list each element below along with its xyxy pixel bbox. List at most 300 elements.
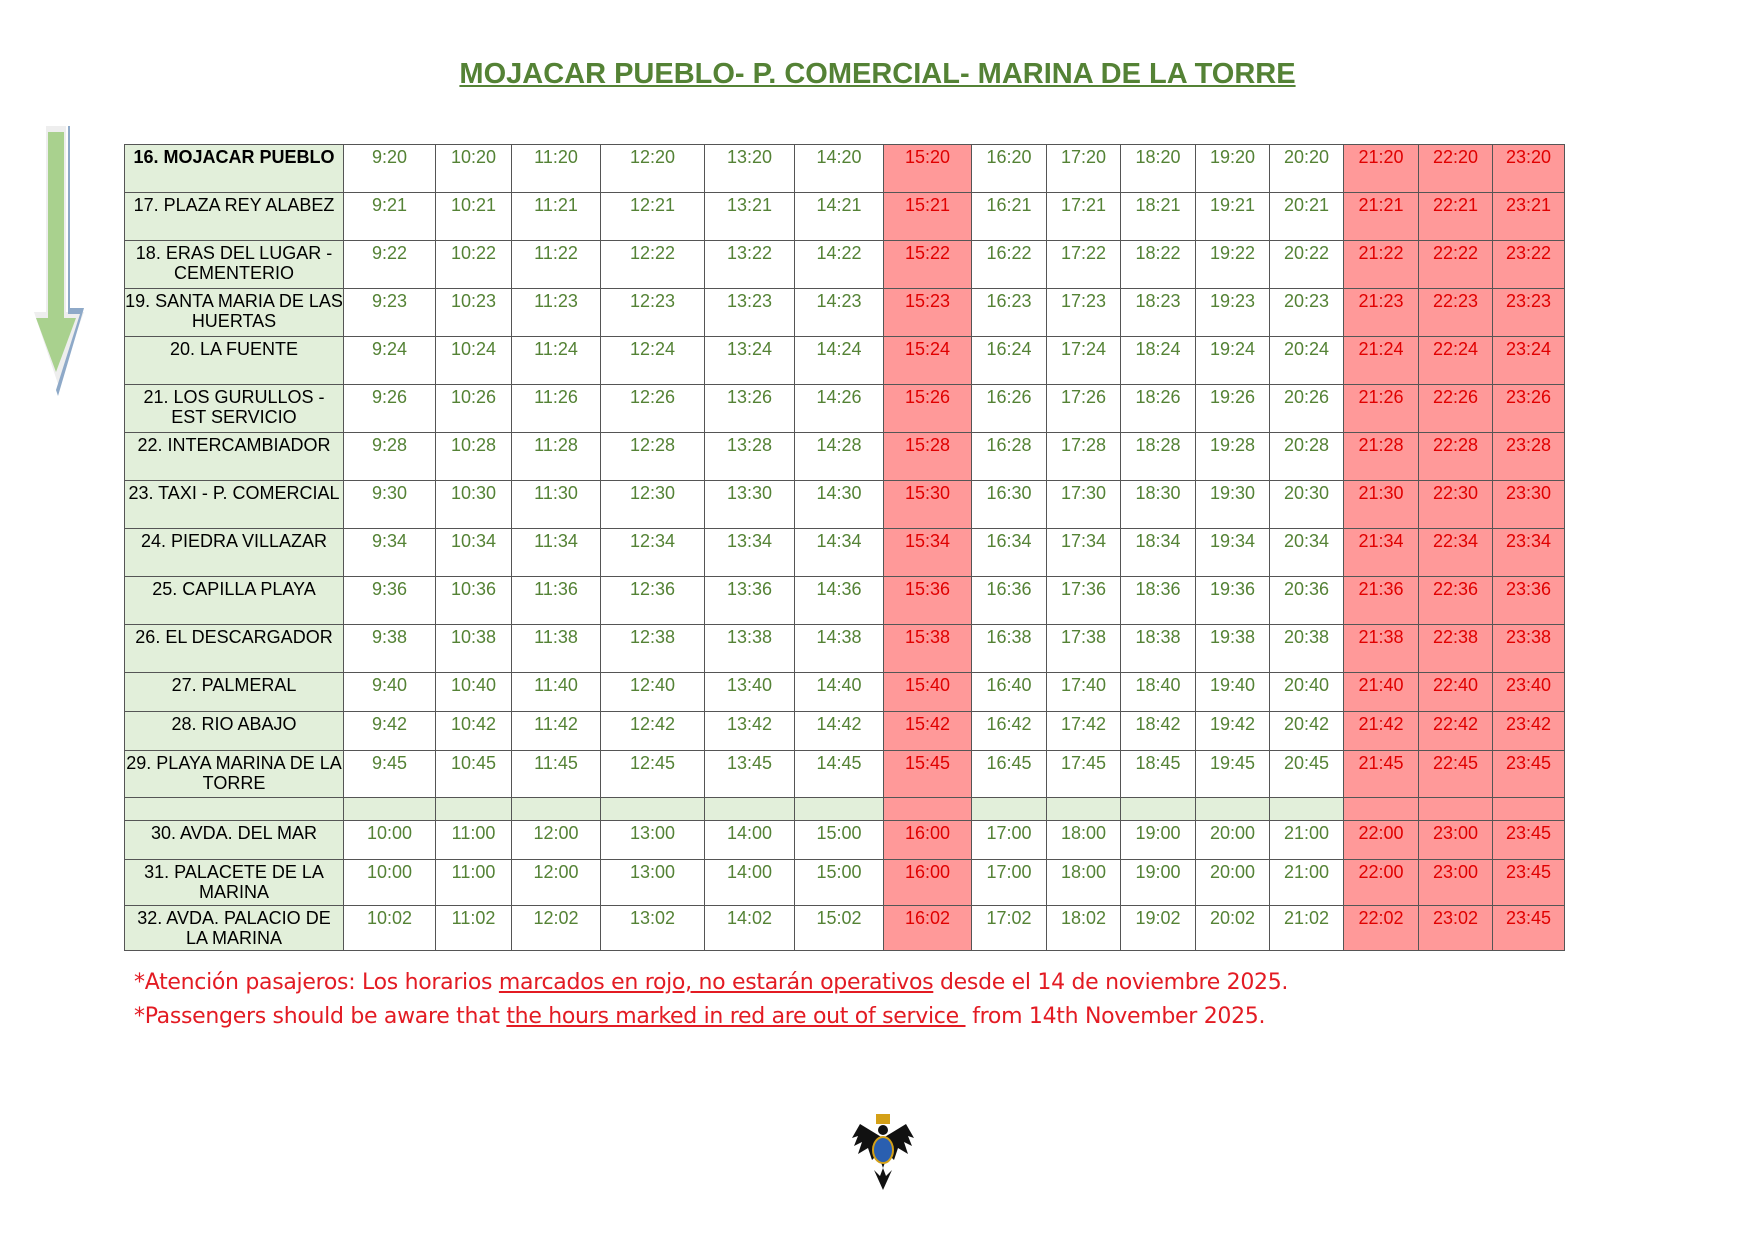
time-cell-out-of-service: 15:21 [884,193,972,241]
stop-name: 25. CAPILLA PLAYA [125,577,344,625]
table-row [125,625,1565,673]
time-cell: 18:23 [1121,289,1196,337]
time-cell-out-of-service: 21:20 [1344,145,1419,193]
time-cell: 11:28 [512,433,601,481]
time-cell: 20:02 [1196,906,1270,951]
time-cell: 19:42 [1196,712,1270,751]
time-cell-out-of-service: 16:02 [884,906,972,951]
time-cell-out-of-service: 22:30 [1419,481,1493,529]
stop-name: 20. LA FUENTE [125,337,344,385]
time-cell: 12:23 [601,289,705,337]
table-row [125,906,1565,951]
time-cell: 11:24 [512,337,601,385]
time-cell: 20:40 [1270,673,1344,712]
time-cell-out-of-service: 15:30 [884,481,972,529]
time-cell-out-of-service: 21:38 [1344,625,1419,673]
time-cell: 18:21 [1121,193,1196,241]
time-cell: 13:28 [705,433,795,481]
time-cell: 12:38 [601,625,705,673]
time-cell: 11:42 [512,712,601,751]
time-cell-out-of-service: 23:23 [1493,289,1565,337]
time-cell: 14:40 [795,673,884,712]
time-cell: 15:00 [795,821,884,860]
note-es-text-end: desde el 14 de noviembre 2025. [933,970,1289,995]
time-cell-out-of-service: 23:24 [1493,337,1565,385]
time-cell: 16:42 [972,712,1047,751]
time-cell-out-of-service: 15:24 [884,337,972,385]
time-cell: 11:36 [512,577,601,625]
time-cell: 14:00 [705,860,795,906]
time-cell: 14:38 [795,625,884,673]
table-row [125,337,1565,385]
table-row [125,821,1565,860]
time-cell-out-of-service: 22:26 [1419,385,1493,433]
stop-name: 18. ERAS DEL LUGAR - CEMENTERIO [125,241,344,289]
time-cell: 18:42 [1121,712,1196,751]
time-cell: 14:26 [795,385,884,433]
time-cell: 18:26 [1121,385,1196,433]
time-cell-out-of-service: 23:00 [1419,860,1493,906]
time-cell: 18:00 [1047,821,1121,860]
time-cell-out-of-service: 22:40 [1419,673,1493,712]
time-cell: 10:38 [436,625,512,673]
time-cell: 16:22 [972,241,1047,289]
time-cell: 10:45 [436,751,512,798]
time-cell: 10:02 [344,906,436,951]
time-cell [1270,798,1344,821]
time-cell: 10:00 [344,821,436,860]
spacer-row [125,798,1565,821]
time-cell: 17:02 [972,906,1047,951]
time-cell: 20:00 [1196,860,1270,906]
time-cell: 13:23 [705,289,795,337]
stop-name: 21. LOS GURULLOS - EST SERVICIO [125,385,344,433]
time-cell: 13:20 [705,145,795,193]
time-cell-out-of-service: 22:00 [1344,821,1419,860]
time-cell-out-of-service: 23:40 [1493,673,1565,712]
time-cell-out-of-service: 22:23 [1419,289,1493,337]
time-cell: 20:34 [1270,529,1344,577]
time-cell: 16:20 [972,145,1047,193]
time-cell [344,798,436,821]
time-cell: 19:38 [1196,625,1270,673]
time-cell: 14:28 [795,433,884,481]
time-cell-out-of-service: 22:20 [1419,145,1493,193]
time-cell: 11:22 [512,241,601,289]
note-es-text: *Atención pasajeros: Los horarios [134,970,499,995]
time-cell-out-of-service: 15:45 [884,751,972,798]
time-cell: 15:02 [795,906,884,951]
time-cell: 12:00 [512,821,601,860]
note-es-underlined: marcados en rojo, no estarán operativos [498,970,934,995]
time-cell: 13:45 [705,751,795,798]
time-cell-out-of-service: 15:34 [884,529,972,577]
time-cell-out-of-service: 23:45 [1493,860,1565,906]
time-cell: 18:40 [1121,673,1196,712]
time-cell-out-of-service: 23:22 [1493,241,1565,289]
time-cell-out-of-service: 16:00 [884,821,972,860]
time-cell: 18:34 [1121,529,1196,577]
time-cell: 14:23 [795,289,884,337]
time-cell: 13:26 [705,385,795,433]
time-cell-out-of-service: 23:21 [1493,193,1565,241]
time-cell-out-of-service: 23:26 [1493,385,1565,433]
time-cell-out-of-service [884,798,972,821]
time-cell: 16:34 [972,529,1047,577]
time-cell-out-of-service: 21:30 [1344,481,1419,529]
time-cell: 11:45 [512,751,601,798]
time-cell: 11:20 [512,145,601,193]
time-cell: 12:36 [601,577,705,625]
time-cell: 20:24 [1270,337,1344,385]
time-cell: 9:40 [344,673,436,712]
time-cell: 18:20 [1121,145,1196,193]
down-arrow-icon [34,122,90,398]
time-cell: 19:24 [1196,337,1270,385]
stop-name [125,798,344,821]
time-cell: 17:28 [1047,433,1121,481]
time-cell: 18:00 [1047,860,1121,906]
time-cell: 16:30 [972,481,1047,529]
note-english [134,1004,1265,1029]
time-cell-out-of-service: 23:38 [1493,625,1565,673]
time-cell: 18:30 [1121,481,1196,529]
time-cell: 19:02 [1121,906,1196,951]
stop-name: 16. MOJACAR PUEBLO [125,145,344,193]
time-cell-out-of-service: 15:22 [884,241,972,289]
time-cell: 10:20 [436,145,512,193]
time-cell: 17:00 [972,821,1047,860]
time-cell: 16:40 [972,673,1047,712]
time-cell: 17:24 [1047,337,1121,385]
title-text: MOJACAR PUEBLO- P. COMERCIAL- MARINA DE LA TORRE [459,58,1296,90]
time-cell-out-of-service: 15:28 [884,433,972,481]
time-cell: 21:02 [1270,906,1344,951]
stop-name: 27. PALMERAL [125,673,344,712]
time-cell-out-of-service: 21:36 [1344,577,1419,625]
time-cell: 20:36 [1270,577,1344,625]
time-cell: 16:23 [972,289,1047,337]
time-cell [972,798,1047,821]
time-cell: 12:28 [601,433,705,481]
time-cell-out-of-service: 15:42 [884,712,972,751]
stop-name: 26. EL DESCARGADOR [125,625,344,673]
time-cell-out-of-service: 21:45 [1344,751,1419,798]
time-cell: 10:36 [436,577,512,625]
time-cell: 10:30 [436,481,512,529]
stop-name: 23. TAXI - P. COMERCIAL [125,481,344,529]
time-cell: 16:28 [972,433,1047,481]
coat-of-arms-logo [850,1110,916,1192]
time-cell: 20:26 [1270,385,1344,433]
time-cell: 10:23 [436,289,512,337]
time-cell: 17:00 [972,860,1047,906]
time-cell: 17:36 [1047,577,1121,625]
time-cell: 14:00 [705,821,795,860]
table-row [125,241,1565,289]
time-cell-out-of-service: 21:23 [1344,289,1419,337]
note-en-text-end: from 14th November 2025. [965,1004,1266,1029]
time-cell: 10:22 [436,241,512,289]
time-cell: 9:26 [344,385,436,433]
time-cell-out-of-service: 15:20 [884,145,972,193]
time-cell-out-of-service: 22:42 [1419,712,1493,751]
time-cell [705,798,795,821]
time-cell: 18:28 [1121,433,1196,481]
time-cell-out-of-service: 23:45 [1493,906,1565,951]
time-cell-out-of-service: 23:36 [1493,577,1565,625]
page-title [0,58,1755,91]
time-cell: 14:02 [705,906,795,951]
time-cell-out-of-service: 23:28 [1493,433,1565,481]
time-cell: 10:00 [344,860,436,906]
time-cell: 9:21 [344,193,436,241]
time-cell: 9:22 [344,241,436,289]
time-cell: 13:24 [705,337,795,385]
time-cell: 17:38 [1047,625,1121,673]
time-cell: 17:40 [1047,673,1121,712]
table-row [125,385,1565,433]
time-cell: 13:30 [705,481,795,529]
time-cell: 9:20 [344,145,436,193]
time-cell: 13:38 [705,625,795,673]
time-cell: 17:45 [1047,751,1121,798]
time-cell-out-of-service: 21:24 [1344,337,1419,385]
time-cell: 18:36 [1121,577,1196,625]
time-cell: 13:36 [705,577,795,625]
time-cell: 14:21 [795,193,884,241]
time-cell-out-of-service: 22:00 [1344,860,1419,906]
time-cell-out-of-service: 22:22 [1419,241,1493,289]
time-cell-out-of-service: 23:45 [1493,751,1565,798]
time-cell: 19:00 [1121,821,1196,860]
time-cell: 14:20 [795,145,884,193]
time-cell [1196,798,1270,821]
time-cell: 18:22 [1121,241,1196,289]
time-cell [1121,798,1196,821]
time-cell-out-of-service: 21:22 [1344,241,1419,289]
time-cell-out-of-service: 21:26 [1344,385,1419,433]
time-cell: 17:20 [1047,145,1121,193]
time-cell-out-of-service: 23:34 [1493,529,1565,577]
time-cell: 12:21 [601,193,705,241]
time-cell-out-of-service: 15:23 [884,289,972,337]
time-cell: 14:45 [795,751,884,798]
time-cell: 19:22 [1196,241,1270,289]
table-row [125,481,1565,529]
time-cell: 10:40 [436,673,512,712]
time-cell-out-of-service: 23:30 [1493,481,1565,529]
time-cell-out-of-service: 16:00 [884,860,972,906]
time-cell-out-of-service: 15:36 [884,577,972,625]
time-cell: 19:28 [1196,433,1270,481]
table-row [125,289,1565,337]
time-cell: 9:42 [344,712,436,751]
time-cell: 10:24 [436,337,512,385]
time-cell: 16:36 [972,577,1047,625]
time-cell: 12:00 [512,860,601,906]
time-cell: 9:24 [344,337,436,385]
time-cell: 16:45 [972,751,1047,798]
time-cell: 18:02 [1047,906,1121,951]
time-cell: 12:20 [601,145,705,193]
time-cell: 14:42 [795,712,884,751]
time-cell-out-of-service: 22:34 [1419,529,1493,577]
table-row [125,577,1565,625]
time-cell: 19:36 [1196,577,1270,625]
time-cell: 10:42 [436,712,512,751]
time-cell: 19:23 [1196,289,1270,337]
time-cell: 19:34 [1196,529,1270,577]
time-cell-out-of-service: 23:00 [1419,821,1493,860]
time-cell: 18:38 [1121,625,1196,673]
time-cell-out-of-service: 22:02 [1344,906,1419,951]
stop-name: 24. PIEDRA VILLAZAR [125,529,344,577]
table-row [125,145,1565,193]
time-cell: 20:38 [1270,625,1344,673]
time-cell-out-of-service: 22:24 [1419,337,1493,385]
time-cell-out-of-service: 15:38 [884,625,972,673]
timetable [124,144,1565,951]
time-cell: 19:40 [1196,673,1270,712]
time-cell: 20:20 [1270,145,1344,193]
time-cell: 9:34 [344,529,436,577]
time-cell [601,798,705,821]
time-cell [795,798,884,821]
time-cell-out-of-service: 21:28 [1344,433,1419,481]
time-cell: 18:24 [1121,337,1196,385]
table-row [125,712,1565,751]
time-cell: 9:23 [344,289,436,337]
time-cell-out-of-service [1344,798,1419,821]
time-cell: 17:30 [1047,481,1121,529]
time-cell-out-of-service: 21:42 [1344,712,1419,751]
time-cell: 21:00 [1270,860,1344,906]
time-cell: 14:30 [795,481,884,529]
time-cell [436,798,512,821]
table-row [125,673,1565,712]
time-cell-out-of-service: 23:42 [1493,712,1565,751]
time-cell: 14:36 [795,577,884,625]
stop-name: 32. AVDA. PALACIO DE LA MARINA [125,906,344,951]
time-cell: 12:30 [601,481,705,529]
table-row [125,529,1565,577]
time-cell: 12:02 [512,906,601,951]
time-cell: 9:38 [344,625,436,673]
time-cell: 9:30 [344,481,436,529]
time-cell: 11:26 [512,385,601,433]
time-cell: 17:34 [1047,529,1121,577]
time-cell: 11:23 [512,289,601,337]
time-cell-out-of-service: 23:20 [1493,145,1565,193]
table-row [125,433,1565,481]
time-cell: 13:22 [705,241,795,289]
time-cell: 17:21 [1047,193,1121,241]
stop-name: 28. RIO ABAJO [125,712,344,751]
time-cell: 9:28 [344,433,436,481]
time-cell: 17:23 [1047,289,1121,337]
note-en-text: *Passengers should be aware that [134,1004,507,1029]
time-cell: 21:00 [1270,821,1344,860]
time-cell-out-of-service: 22:38 [1419,625,1493,673]
time-cell: 13:00 [601,821,705,860]
stop-name: 17. PLAZA REY ALABEZ [125,193,344,241]
time-cell: 20:28 [1270,433,1344,481]
note-spanish [134,970,1288,995]
time-cell [512,798,601,821]
time-cell-out-of-service: 23:45 [1493,821,1565,860]
note-en-underlined: the hours marked in red are out of service [506,1004,966,1029]
time-cell: 11:00 [436,860,512,906]
time-cell: 13:02 [601,906,705,951]
time-cell: 20:23 [1270,289,1344,337]
time-cell: 11:34 [512,529,601,577]
time-cell-out-of-service: 23:02 [1419,906,1493,951]
time-cell: 14:22 [795,241,884,289]
time-cell-out-of-service [1419,798,1493,821]
time-cell: 20:42 [1270,712,1344,751]
time-cell-out-of-service: 15:26 [884,385,972,433]
time-cell-out-of-service: 21:21 [1344,193,1419,241]
time-cell: 11:30 [512,481,601,529]
time-cell-out-of-service: 22:36 [1419,577,1493,625]
time-cell: 11:00 [436,821,512,860]
stop-name: 29. PLAYA MARINA DE LA TORRE [125,751,344,798]
time-cell: 16:21 [972,193,1047,241]
time-cell: 13:34 [705,529,795,577]
time-cell: 12:40 [601,673,705,712]
time-cell: 17:42 [1047,712,1121,751]
time-cell: 19:45 [1196,751,1270,798]
stop-name: 22. INTERCAMBIADOR [125,433,344,481]
time-cell: 9:36 [344,577,436,625]
time-cell: 19:00 [1121,860,1196,906]
time-cell-out-of-service: 15:40 [884,673,972,712]
time-cell: 12:45 [601,751,705,798]
time-cell: 19:26 [1196,385,1270,433]
time-cell: 18:45 [1121,751,1196,798]
time-cell: 12:22 [601,241,705,289]
time-cell-out-of-service: 21:34 [1344,529,1419,577]
time-cell: 13:21 [705,193,795,241]
time-cell: 12:26 [601,385,705,433]
time-cell: 11:38 [512,625,601,673]
time-cell: 12:24 [601,337,705,385]
stop-name: 19. SANTA MARIA DE LAS HUERTAS [125,289,344,337]
time-cell: 11:40 [512,673,601,712]
time-cell: 9:45 [344,751,436,798]
time-cell: 19:21 [1196,193,1270,241]
time-cell-out-of-service: 21:40 [1344,673,1419,712]
table-row [125,751,1565,798]
time-cell: 12:34 [601,529,705,577]
time-cell: 20:21 [1270,193,1344,241]
stop-name: 30. AVDA. DEL MAR [125,821,344,860]
time-cell: 17:22 [1047,241,1121,289]
time-cell: 20:30 [1270,481,1344,529]
time-cell: 11:02 [436,906,512,951]
time-cell: 14:34 [795,529,884,577]
time-cell: 10:28 [436,433,512,481]
time-cell: 16:24 [972,337,1047,385]
time-cell: 15:00 [795,860,884,906]
time-cell: 13:00 [601,860,705,906]
table-row [125,860,1565,906]
time-cell-out-of-service: 22:45 [1419,751,1493,798]
time-cell: 12:42 [601,712,705,751]
time-cell-out-of-service: 22:21 [1419,193,1493,241]
time-cell-out-of-service: 22:28 [1419,433,1493,481]
